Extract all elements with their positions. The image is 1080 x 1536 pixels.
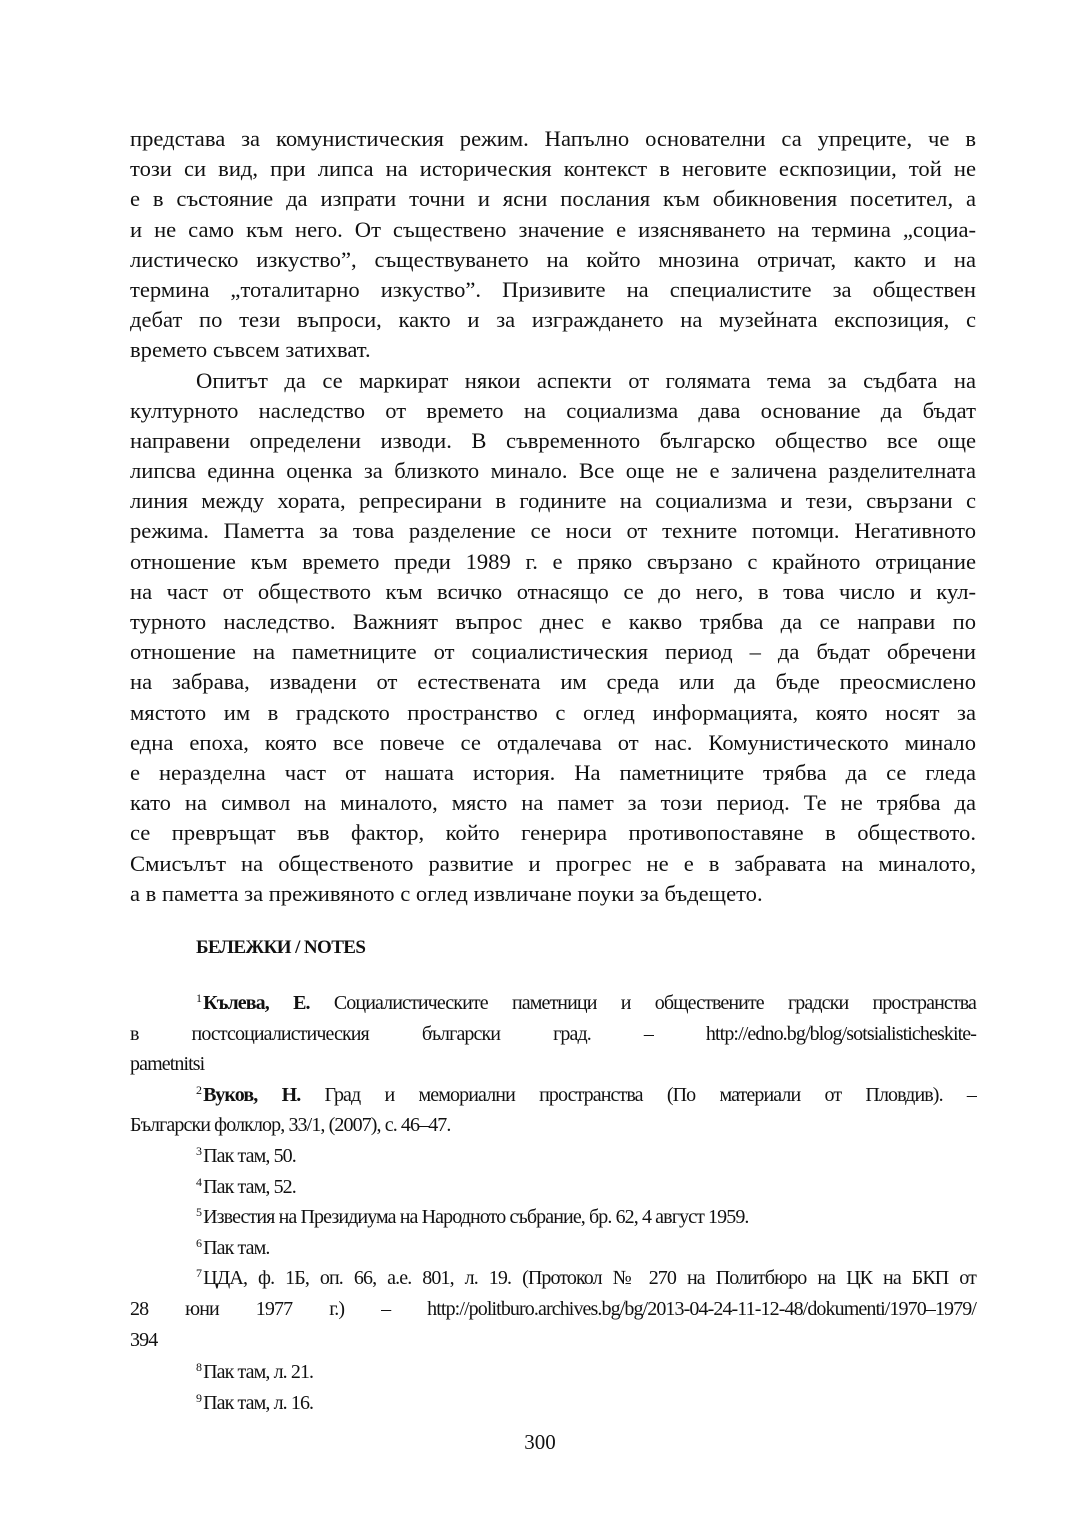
- footnote-text: Пак там, 50.: [203, 1144, 296, 1167]
- text-line: линия между хората, репресирани в годините на социализма и тези, свързани с: [130, 488, 976, 514]
- footnote: [130, 1172, 976, 1203]
- text-line: Смисълът на общественото развитие и прогрес не е в забравата на миналото,: [130, 850, 976, 876]
- footnote-number: 5: [196, 1205, 202, 1220]
- footnote-number: 7: [196, 1266, 202, 1281]
- text-line: дебат по тези въпроси, както и за изграждането на музейната експозиция, с: [130, 307, 976, 333]
- text-line: е неразделна част от нашата история. На паметниците трябва да се гледа: [130, 759, 976, 785]
- text-line: режима. Паметта за това разделение се носи от техните потомци. Негативното: [130, 518, 976, 544]
- footnote-text: 394: [130, 1328, 158, 1351]
- footnote: [130, 1233, 976, 1264]
- footnote-line: [130, 1049, 976, 1080]
- footnote: [130, 1388, 976, 1419]
- page-number: 300: [524, 1430, 556, 1454]
- text-line: е в състояние да изпрати точни и ясни послания към обикновения посетител, а: [130, 186, 976, 212]
- footnote-line: [130, 1263, 976, 1294]
- notes-heading: БЕЛЕЖКИ / NOTES: [196, 937, 366, 958]
- footnote-text: Български фолклор, 33/1, (2007), с. 46–47.: [130, 1114, 451, 1137]
- footnote-text: ЦДА, ф. 1Б, оп. 66, а.е. 801, л. 19. (Протокол № 270 на Политбюро на ЦК на БКП от: [203, 1267, 976, 1290]
- text-line: мястото им в градското пространство с оглед информацията, която носят за: [130, 699, 976, 725]
- footnote-line: [130, 1172, 976, 1203]
- footnote-text: Пак там.: [203, 1236, 270, 1259]
- text-line: на част от обществото към всичко отнасящо се до него, в това число и кул-: [130, 578, 976, 604]
- footnote-line: [130, 988, 976, 1019]
- text-line: Опитът да се маркират някои аспекти от голямата тема за съдбата на: [196, 367, 976, 393]
- footnote-number: 4: [196, 1174, 202, 1189]
- footnote-text: pametnitsi: [130, 1053, 205, 1076]
- footnote-text: Град и мемориални пространства (По материали от Пловдив). –: [300, 1083, 976, 1106]
- text-line: отношение към времето преди 1989 г. е пряко свързано с крайното отрицание: [130, 548, 976, 574]
- text-line: направени определени изводи. В съвременното българско общество все още: [130, 427, 976, 453]
- footnote-text: Пак там, 52.: [203, 1175, 296, 1198]
- footnote: [130, 1263, 976, 1355]
- footnote: [130, 1202, 976, 1233]
- footnote-text: в постсоциалистическия български град. – http://edno.bg/blog/sotsialisticheskite-: [130, 1022, 976, 1045]
- footnote-number: 6: [196, 1235, 202, 1250]
- footnote: [130, 1357, 976, 1388]
- footnote-line: [130, 1141, 976, 1172]
- text-line: отношение на паметниците от социалистическия период – да бъдат обречени: [130, 639, 976, 665]
- footnote-line: [130, 1110, 976, 1141]
- footnote-line: [130, 1357, 976, 1388]
- footnote: [130, 1080, 976, 1141]
- footnote-text: Пак там, л. 21.: [203, 1361, 314, 1384]
- text-line: като на символ на миналото, място на памет за този период. Те не трябва да: [130, 790, 976, 816]
- footnote-number: 2: [196, 1082, 202, 1097]
- footnote-author: Кълева, Е.: [203, 992, 310, 1014]
- footnote-line: [130, 1294, 976, 1325]
- text-line: времето съвсем затихват.: [130, 337, 371, 363]
- paragraph: [130, 366, 976, 909]
- paragraph: [130, 124, 976, 366]
- text-line: и не само към него. От съществено значение е изясняването на термина „социа-: [130, 216, 976, 242]
- text-line: а в паметта за преживяното с оглед извличане поуки за бъдещето.: [130, 880, 763, 906]
- text-line: се превръщат във фактор, който генерира противопоставяне в обществото.: [130, 820, 976, 846]
- footnote-text: 28 юни 1977 г.) – http://politburo.archives.bg/bg/2013-04-24-11-12-48/dokumenti/1970–1979/: [130, 1297, 976, 1320]
- footnote-text: Пак там, л. 16.: [203, 1391, 314, 1414]
- footnote-text: Социалистическите паметници и обществените градски пространства: [309, 992, 976, 1014]
- text-line: турното наследство. Важният въпрос днес е какво трябва да се направи по: [130, 609, 976, 634]
- body-text: [130, 124, 976, 909]
- footnote-author: Вуков, Н.: [203, 1083, 301, 1106]
- text-line: културното наследство от времето на социализма дава основание да бъдат: [130, 397, 976, 423]
- footnote-line: [130, 1233, 976, 1264]
- text-line: на забрава, извадени от естествената им среда или да бъде преосмислено: [130, 669, 976, 695]
- notes-list: [130, 988, 976, 1418]
- text-line: липсва единна оценка за близкото минало. Все още не е заличена разделителната: [130, 458, 976, 484]
- footnote-line: [130, 1325, 976, 1356]
- footnote-line: [130, 1388, 976, 1419]
- text-line: този си вид, при липса на историческия контекст в неговите ескпозиции, той не: [130, 156, 976, 182]
- footnote: [130, 1141, 976, 1172]
- footnote-line: [130, 1019, 976, 1050]
- footnote-line: [130, 1080, 976, 1111]
- footnote-line: [130, 1202, 976, 1233]
- footnote-number: 9: [196, 1390, 202, 1405]
- footnote-text: Известия на Президиума на Народното събрание, бр. 62, 4 август 1959.: [203, 1206, 749, 1229]
- text-line: листическо изкуство”, съществуването на който мнозина отричат, както и на: [130, 246, 976, 272]
- footnote-number: 3: [196, 1143, 202, 1158]
- text-line: една епоха, която все повече се отдалечава от нас. Комунистическото минало: [130, 729, 976, 755]
- text-line: термина „тоталитарно изкуство”. Призивите на специалистите за обществен: [130, 276, 976, 302]
- text-line: представа за комунистическия режим. Напълно основателни са упреците, че в: [130, 126, 976, 151]
- footnote-number: 8: [196, 1360, 202, 1375]
- footnote: [130, 988, 976, 1080]
- footnote-number: 1: [196, 991, 202, 1005]
